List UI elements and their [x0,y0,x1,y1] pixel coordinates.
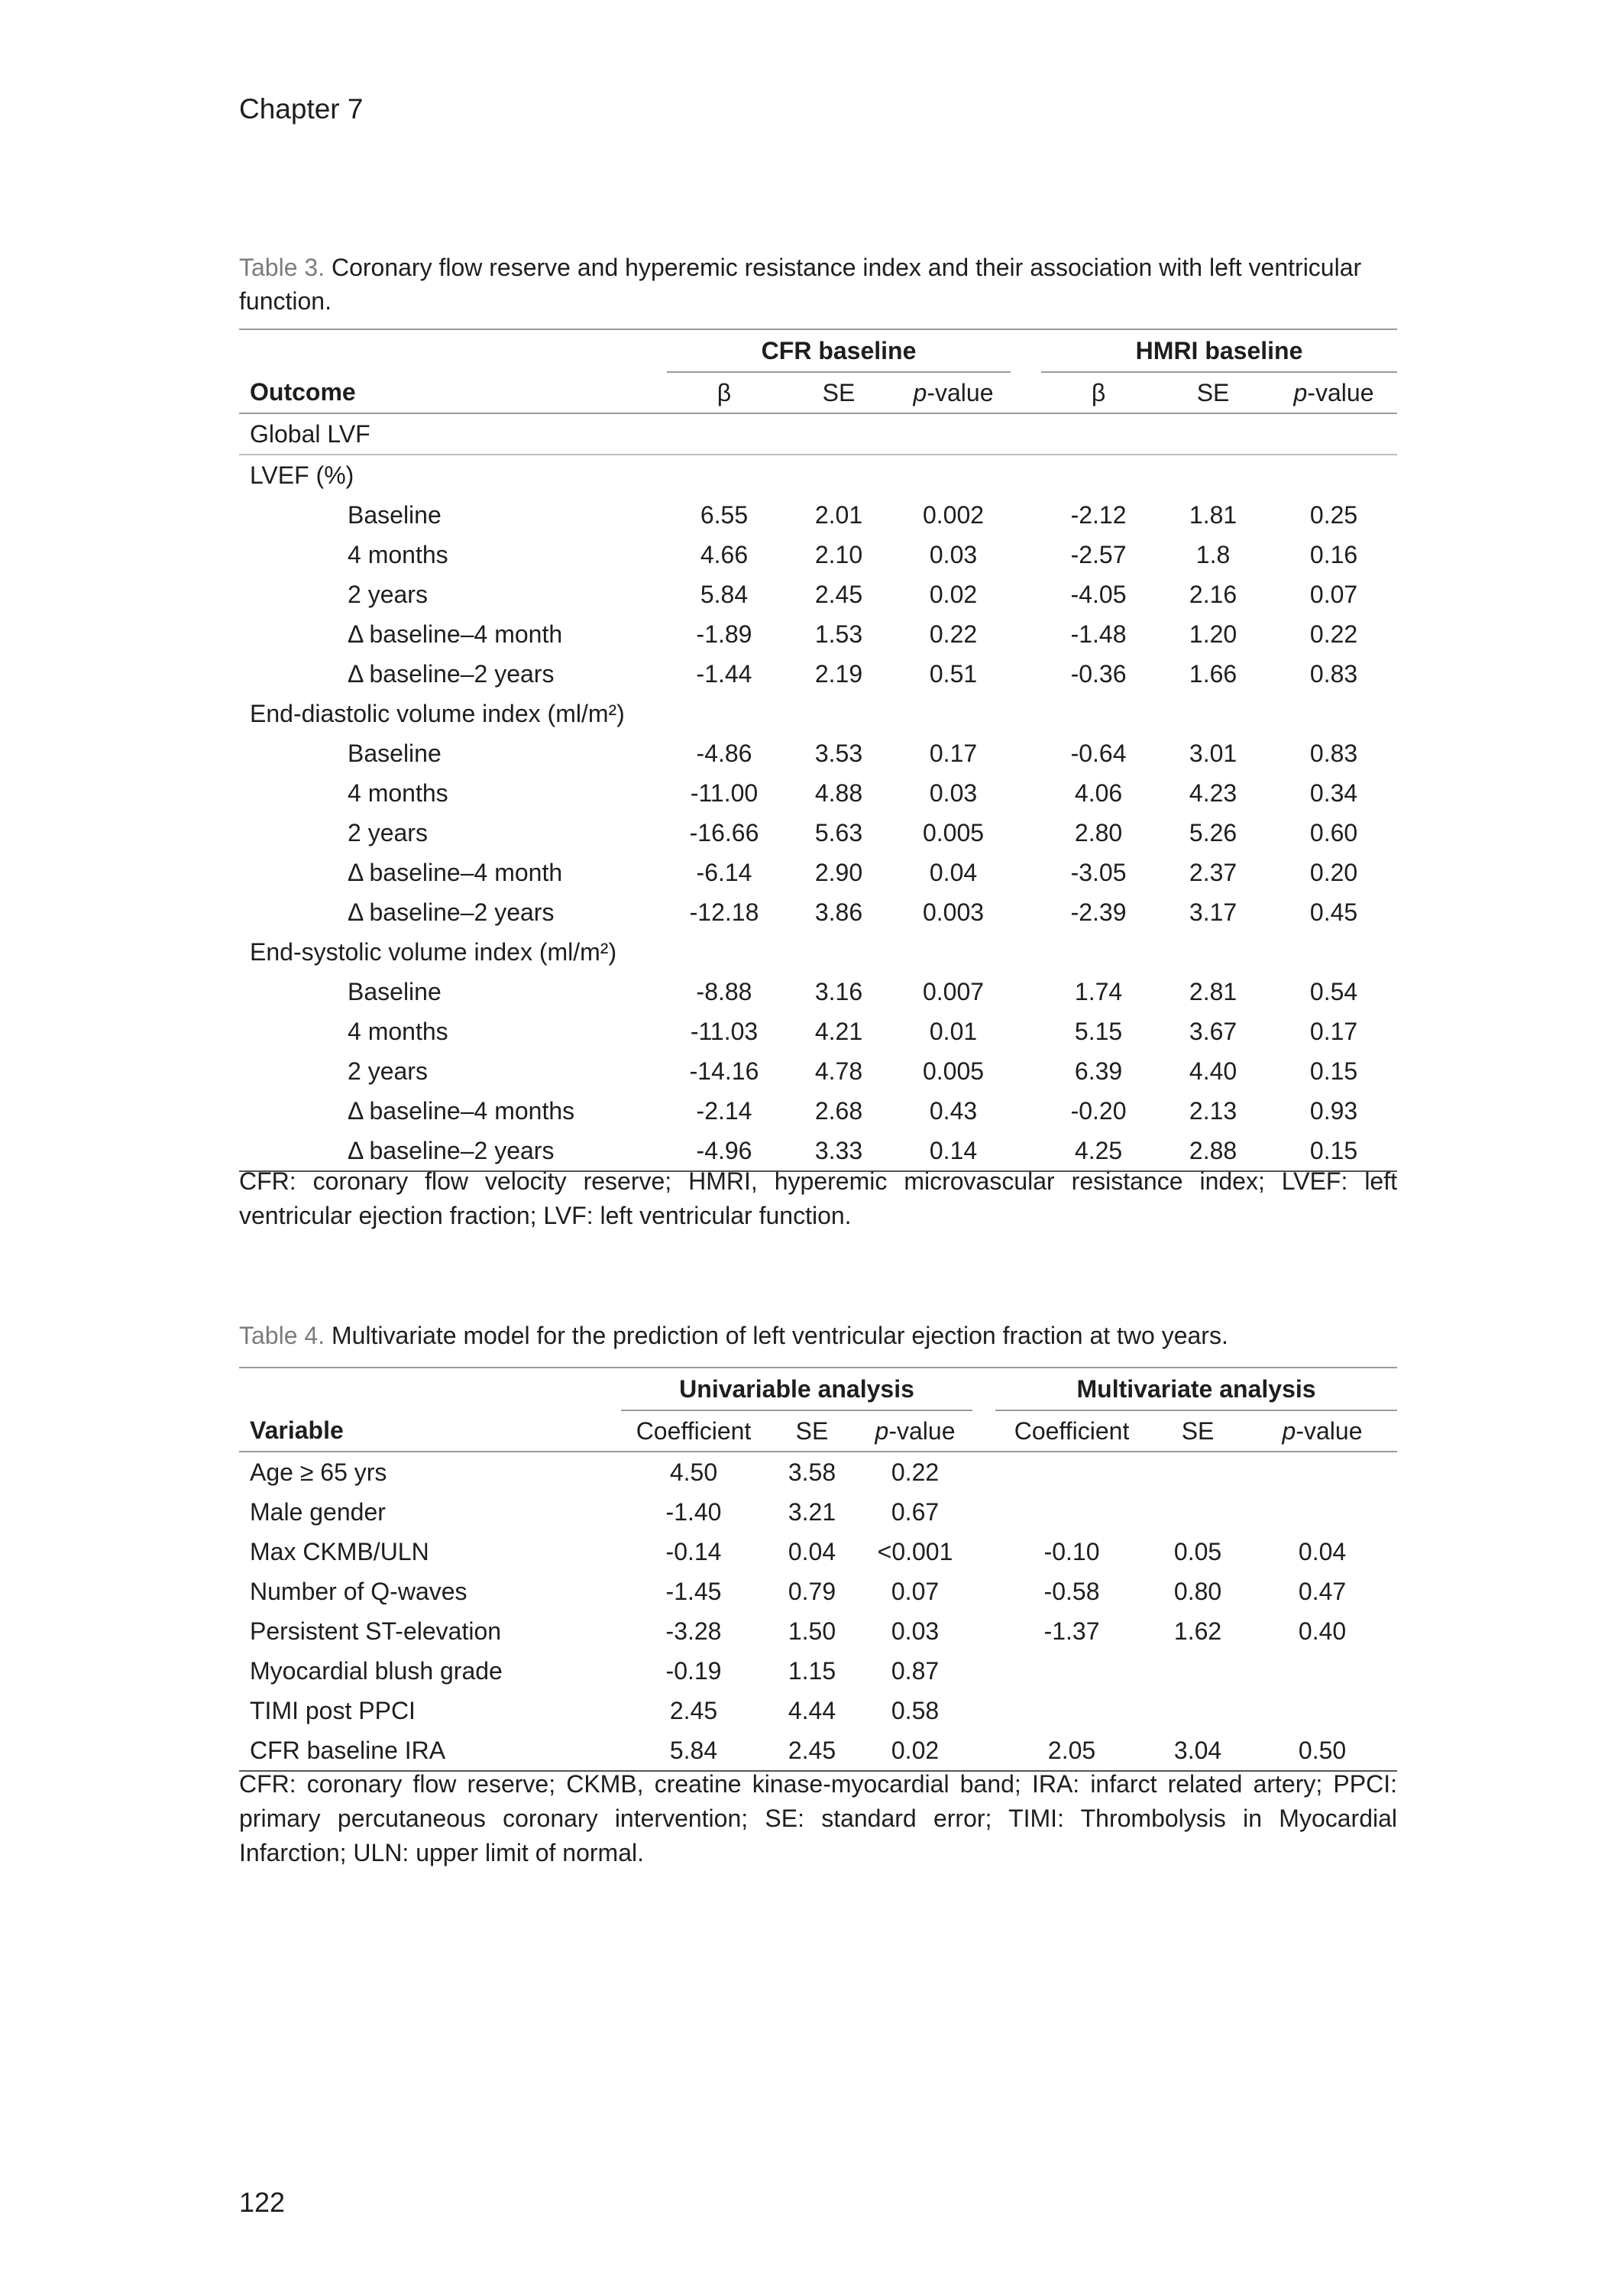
table-row [239,1492,1397,1532]
row-label: Persistent ST-elevation [250,1617,502,1645]
spacer-cell [1011,614,1041,654]
cfr-se-cell: 2.90 [814,858,863,886]
cfr-beta-cell: -4.96 [667,1131,781,1171]
table-3 [239,329,1397,1172]
uni-coefficient-cell: -1.40 [665,1497,722,1526]
table-row [239,614,1397,654]
table-row [239,1091,1397,1131]
row-label: Δ baseline–4 months [348,1096,575,1125]
multi-p-cell: 0.40 [1298,1617,1347,1645]
multi-se-cell [1148,1691,1247,1730]
uni-coefficient-cell: -3.28 [665,1617,722,1645]
row-label: Myocardial blush grade [250,1656,503,1685]
table-3-caption-label: Table 3. [239,254,325,281]
hmri-se-cell: 1.8 [1195,540,1231,568]
multi-p-cell [1247,1492,1397,1532]
row-label: 2 years [348,1057,428,1085]
table-4-body [239,1452,1397,1771]
spacer-cell [1011,1091,1041,1131]
spacer-cell [1011,773,1041,813]
multi-se-cell [1148,1492,1247,1532]
table-row [239,1532,1397,1572]
cfr-beta-cell: -11.03 [690,1017,759,1045]
cfr-se-cell: 3.33 [781,1131,896,1171]
table-row [239,1051,1397,1091]
uni-se-cell: 1.15 [788,1656,836,1685]
multi-coefficient-cell: -1.37 [1043,1617,1100,1645]
row-label: CFR baseline IRA [239,1730,621,1771]
cfr-beta-cell: -12.18 [689,898,759,926]
hmri-se-cell: 3.01 [1189,739,1237,767]
cfr-beta-cell: -6.14 [696,858,752,886]
table-4-col-multi-p: p-value [1247,1410,1397,1452]
table-row [239,892,1397,932]
hmri-beta-cell: -0.64 [1070,739,1127,767]
row-label: 4 months [348,540,448,568]
uni-se-cell: 4.44 [788,1696,836,1724]
uni-se-cell: 0.79 [788,1577,836,1605]
hmri-beta-cell: -2.39 [1070,898,1127,926]
table-3-col-cfr-p: p-value [896,372,1011,413]
hmri-p-cell: 0.15 [1309,1057,1358,1085]
cfr-se-cell: 3.53 [814,739,863,767]
cfr-beta-cell: -2.14 [696,1096,752,1125]
hmri-beta-cell: -3.05 [1070,858,1127,886]
cfr-se-cell: 3.86 [814,898,863,926]
cfr-se-cell: 4.78 [814,1057,863,1085]
spacer-cell [1011,495,1041,535]
cfr-p-cell: 0.02 [929,580,978,608]
hmri-se-cell: 2.81 [1189,977,1237,1005]
hmri-se-cell: 3.67 [1189,1017,1237,1045]
hmri-p-cell: 0.17 [1309,1017,1358,1045]
table-row [239,853,1397,892]
hmri-beta-cell: 4.25 [1041,1131,1156,1171]
hmri-se-cell: 1.20 [1189,620,1237,648]
uni-p-cell: 0.58 [891,1696,940,1724]
uni-coefficient-cell: -0.14 [665,1537,722,1565]
hmri-beta-cell: -2.12 [1070,500,1127,529]
table-row [239,1452,1397,1492]
spacer-cell [972,1730,995,1771]
hmri-se-cell: 2.13 [1189,1096,1237,1125]
table-row [239,773,1397,813]
table-3-group-hmri: HMRI baseline [1041,329,1397,372]
table-row [239,733,1397,773]
table-row [239,1572,1397,1611]
table-section-row [239,694,1397,733]
row-label: Baseline [348,739,442,767]
cfr-beta-cell: 6.55 [700,500,749,529]
spacer-cell [1011,853,1041,892]
cfr-p-cell: 0.03 [929,779,978,807]
uni-coefficient-cell: -0.19 [665,1656,722,1685]
hmri-p-cell: 0.83 [1309,659,1358,688]
multi-se-cell: 0.05 [1173,1537,1222,1565]
cfr-se-cell: 2.45 [814,580,863,608]
cfr-p-cell: 0.002 [922,500,985,529]
table-row [239,535,1397,575]
table-row [239,1691,1397,1730]
row-label: Age ≥ 65 yrs [250,1458,387,1486]
cfr-p-cell: 0.17 [929,739,978,767]
cfr-se-cell: 2.19 [814,659,863,688]
spacer-cell [1011,813,1041,853]
cfr-p-cell: 0.005 [922,1057,985,1085]
cfr-se-cell: 3.16 [814,977,863,1005]
row-label: TIMI post PPCI [250,1696,416,1724]
cfr-beta-cell: -8.88 [696,977,752,1005]
table-3-col-hmri-se: SE [1156,372,1270,413]
multi-p-cell [1247,1691,1397,1730]
cfr-p-cell: 0.04 [929,858,978,886]
page-number: 122 [239,2187,286,2218]
table-section-row [239,455,1397,495]
multi-p-cell: 0.47 [1298,1577,1347,1605]
table-3-col-outcome: Outcome [239,372,667,413]
hmri-p-cell: 0.07 [1309,580,1358,608]
table-row [239,575,1397,614]
cfr-p-cell: 0.03 [929,540,978,568]
hmri-p-cell: 0.34 [1309,779,1358,807]
row-label: Male gender [250,1497,386,1526]
cfr-beta-cell: -16.66 [689,818,759,847]
hmri-beta-cell: -0.36 [1070,659,1127,688]
hmri-p-cell: 0.20 [1309,858,1358,886]
row-label: Δ baseline–4 month [348,858,563,886]
spacer-cell [1011,1012,1041,1051]
spacer-cell [1011,654,1041,694]
hmri-p-cell: 0.54 [1309,977,1358,1005]
multi-p-cell [1247,1651,1397,1691]
table-row [239,813,1397,853]
multi-se-cell: 0.80 [1173,1577,1222,1605]
cfr-beta-cell: 4.66 [700,540,749,568]
cfr-se-cell: 4.21 [814,1017,863,1045]
table-3-caption-text: Coronary flow reserve and hyperemic resistance index and their association with left ventricular function. [239,254,1362,315]
table-3-col-hmri-beta: β [1041,372,1156,413]
uni-se-cell: 3.58 [788,1458,836,1486]
multi-p-cell [1247,1452,1397,1492]
spacer-cell [972,1651,995,1691]
spacer-cell [972,1611,995,1651]
hmri-p-cell: 0.60 [1309,818,1358,847]
spacer-cell [1011,892,1041,932]
multi-coefficient-cell: -0.10 [1043,1537,1100,1565]
cfr-beta-cell: -1.44 [696,659,752,688]
table-4-col-multi-coefficient: Coefficient [995,1410,1148,1452]
table-4-group-univariable: Univariable analysis [621,1368,972,1410]
uni-p-cell: 0.07 [891,1577,940,1605]
hmri-beta-cell: 4.06 [1074,779,1123,807]
table-4-col-uni-p: p-value [858,1410,972,1452]
hmri-beta-cell: 5.15 [1074,1017,1123,1045]
cfr-beta-cell: -1.89 [696,620,752,648]
spacer-cell [1011,575,1041,614]
table-section-title: End-systolic volume index (ml/m²) [250,937,617,966]
row-label: 4 months [348,779,448,807]
table-4-col-uni-coefficient: Coefficient [621,1410,766,1452]
table-4-caption-text: Multivariate model for the prediction of left ventricular ejection fraction at two years. [325,1322,1228,1349]
multi-p-cell: 0.50 [1247,1730,1397,1771]
spacer-cell [1011,535,1041,575]
row-label: Baseline [348,500,442,529]
row-label: Δ baseline–2 years [348,898,555,926]
table-3-group-cfr: CFR baseline [667,329,1011,372]
hmri-se-cell: 2.88 [1156,1131,1270,1171]
table-4-col-multi-se: SE [1148,1410,1247,1452]
uni-p-cell: <0.001 [877,1537,953,1565]
table-4-caption [239,1319,1397,1352]
cfr-beta-cell: -14.16 [689,1057,759,1085]
cfr-p-cell: 0.007 [922,977,985,1005]
hmri-se-cell: 1.81 [1189,500,1237,529]
cfr-se-cell: 1.53 [814,620,863,648]
spacer-cell [972,1452,995,1492]
multi-p-cell: 0.04 [1298,1537,1347,1565]
hmri-beta-cell: -0.20 [1070,1096,1127,1125]
hmri-se-cell: 2.16 [1189,580,1237,608]
cfr-se-cell: 2.01 [814,500,863,529]
uni-coefficient-cell: -1.45 [665,1577,722,1605]
hmri-se-cell: 1.66 [1189,659,1237,688]
spacer-cell [972,1572,995,1611]
table-row [239,495,1397,535]
multi-se-cell: 3.04 [1148,1730,1247,1771]
uni-p-cell: 0.22 [891,1458,940,1486]
cfr-p-cell: 0.14 [896,1131,1011,1171]
multi-coefficient-cell: -0.58 [1043,1577,1100,1605]
table-row [239,1012,1397,1051]
hmri-se-cell: 3.17 [1189,898,1237,926]
table-3-caption [239,251,1397,318]
uni-p-cell: 0.67 [891,1497,940,1526]
cfr-se-cell: 5.63 [814,818,863,847]
spacer-cell [972,1492,995,1532]
table-4 [239,1367,1397,1772]
hmri-beta-cell: 6.39 [1074,1057,1123,1085]
cfr-p-cell: 0.005 [922,818,985,847]
hmri-p-cell: 0.45 [1309,898,1358,926]
hmri-beta-cell: -1.48 [1070,620,1127,648]
table-4-group-multivariate: Multivariate analysis [995,1368,1397,1410]
multi-coefficient-cell [995,1492,1148,1532]
hmri-p-cell: 0.16 [1309,540,1358,568]
uni-coefficient-cell: 4.50 [669,1458,718,1486]
table-3-footnote: CFR: coronary flow velocity reserve; HMRI, hyperemic microvascular resistance index; LVEF: left ventricular ejection fraction; LVF: left ventricular function. [239,1167,1397,1229]
table-3-col-hmri-p: p-value [1270,372,1397,413]
table-4-col-uni-se: SE [766,1410,858,1452]
hmri-p-cell: 0.83 [1309,739,1358,767]
cfr-se-cell: 2.10 [814,540,863,568]
hmri-se-cell: 2.37 [1189,858,1237,886]
table-3-col-cfr-se: SE [781,372,896,413]
cfr-p-cell: 0.22 [929,620,978,648]
table-row [239,972,1397,1012]
hmri-se-cell: 5.26 [1189,818,1237,847]
multi-se-cell: 1.62 [1173,1617,1222,1645]
table-row [239,1611,1397,1651]
table-4-col-variable: Variable [239,1410,621,1452]
row-label: Δ baseline–2 years [239,1131,667,1171]
cfr-p-cell: 0.43 [929,1096,978,1125]
uni-se-cell: 3.21 [788,1497,836,1526]
cfr-se-cell: 2.68 [814,1096,863,1125]
row-label: Δ baseline–2 years [348,659,555,688]
hmri-p-cell: 0.22 [1309,620,1358,648]
row-label: 2 years [348,818,428,847]
uni-coefficient-cell: 2.45 [669,1696,718,1724]
multi-se-cell [1148,1651,1247,1691]
table-section-row [239,932,1397,972]
cfr-beta-cell: 5.84 [700,580,749,608]
row-label: 2 years [348,580,428,608]
hmri-se-cell: 4.40 [1189,1057,1237,1085]
hmri-p-cell: 0.25 [1309,500,1358,529]
hmri-beta-cell: -4.05 [1070,580,1127,608]
row-label: Δ baseline–4 month [348,620,563,648]
hmri-p-cell: 0.93 [1309,1096,1358,1125]
uni-p-cell: 0.03 [891,1617,940,1645]
cfr-p-cell: 0.01 [929,1017,978,1045]
spacer-cell [1011,1051,1041,1091]
spacer-cell [972,1532,995,1572]
uni-se-cell: 1.50 [788,1617,836,1645]
hmri-beta-cell: 2.80 [1074,818,1123,847]
row-label: 4 months [348,1017,448,1045]
cfr-p-cell: 0.51 [929,659,978,688]
uni-p-cell: 0.02 [858,1730,972,1771]
spacer-cell [1011,972,1041,1012]
cfr-se-cell: 4.88 [814,779,863,807]
table-3-body [239,413,1397,1171]
hmri-p-cell: 0.15 [1270,1131,1397,1171]
multi-coefficient-cell: 2.05 [995,1730,1148,1771]
table-section-title: LVEF (%) [250,461,354,489]
uni-se-cell: 2.45 [766,1730,858,1771]
table-4-caption-label: Table 4. [239,1322,325,1349]
table-section-title: End-diastolic volume index (ml/m²) [250,699,625,727]
uni-se-cell: 0.04 [788,1537,836,1565]
cfr-p-cell: 0.003 [922,898,985,926]
table-4-footnote: CFR: coronary flow reserve; CKMB, creatine kinase-myocardial band; IRA: infarct related artery; PPCI: primary percutaneous coronary intervention; SE: standard error; TIMI: Thrombolysis in Myocardial Infarction; ULN: upper limit of normal. [239,1770,1397,1866]
multi-coefficient-cell [995,1452,1148,1492]
hmri-beta-cell: -2.57 [1070,540,1127,568]
table-3-section-global: Global LVF [239,413,1397,455]
hmri-beta-cell: 1.74 [1074,977,1123,1005]
chapter-header: Chapter 7 [239,93,364,125]
table-3-col-cfr-beta: β [667,372,781,413]
table-row [239,1730,1397,1771]
row-label: Max CKMB/ULN [250,1537,429,1565]
multi-se-cell [1148,1452,1247,1492]
multi-coefficient-cell [995,1651,1148,1691]
multi-coefficient-cell [995,1691,1148,1730]
hmri-se-cell: 4.23 [1189,779,1237,807]
spacer-cell [1011,733,1041,773]
row-label: Number of Q-waves [250,1577,467,1605]
table-row [239,654,1397,694]
cfr-beta-cell: -11.00 [690,779,759,807]
uni-coefficient-cell: 5.84 [621,1730,766,1771]
row-label: Baseline [348,977,442,1005]
cfr-beta-cell: -4.86 [696,739,752,767]
table-row [239,1651,1397,1691]
spacer-cell [972,1691,995,1730]
uni-p-cell: 0.87 [891,1656,940,1685]
